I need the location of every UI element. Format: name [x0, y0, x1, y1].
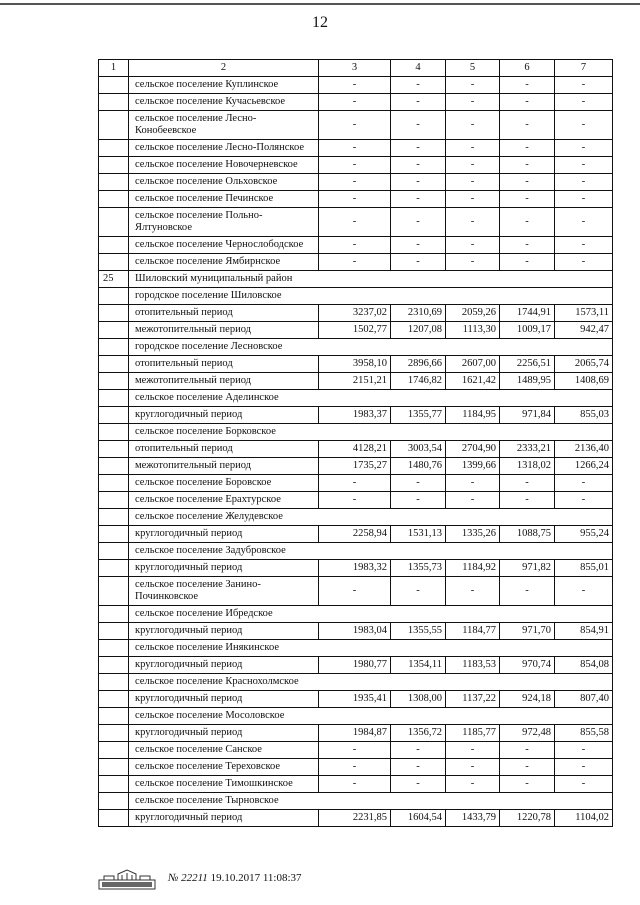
table-row	[99, 174, 613, 191]
district-name: Шиловский муниципальный район	[129, 271, 613, 288]
value-cell: -	[555, 94, 613, 111]
table-row	[99, 237, 613, 254]
value-cell: 1531,13	[391, 526, 446, 543]
settlement-row	[99, 793, 613, 810]
index-cell	[99, 339, 129, 356]
index-cell	[99, 742, 129, 759]
value-cell: 1744,91	[500, 305, 555, 322]
value-cell: -	[500, 94, 555, 111]
table-row	[99, 475, 613, 492]
value-cell: -	[446, 475, 500, 492]
value-cell: -	[500, 208, 555, 237]
index-cell	[99, 390, 129, 407]
index-cell	[99, 77, 129, 94]
index-cell	[99, 94, 129, 111]
value-cell: -	[555, 776, 613, 793]
value-cell: 1355,77	[391, 407, 446, 424]
settlement-row	[99, 288, 613, 305]
value-cell: -	[391, 237, 446, 254]
value-cell: 1984,87	[319, 725, 391, 742]
index-cell	[99, 674, 129, 691]
row-label: сельское поселение Тереховское	[129, 759, 319, 776]
index-cell	[99, 424, 129, 441]
index-cell	[99, 140, 129, 157]
tariff-table	[98, 59, 613, 827]
row-label: межотопительный период	[129, 373, 319, 390]
value-cell: -	[391, 191, 446, 208]
row-label: сельское поселение Тимошкинское	[129, 776, 319, 793]
value-cell: 2065,74	[555, 356, 613, 373]
value-cell: -	[446, 111, 500, 140]
table-row	[99, 742, 613, 759]
value-cell: -	[446, 237, 500, 254]
index-cell	[99, 254, 129, 271]
index-cell	[99, 458, 129, 475]
settlement-row	[99, 606, 613, 623]
index-cell	[99, 759, 129, 776]
value-cell: 1220,78	[500, 810, 555, 827]
table-row	[99, 305, 613, 322]
value-cell: -	[391, 174, 446, 191]
value-cell: -	[500, 140, 555, 157]
header-cell: 3	[319, 60, 391, 77]
value-cell: 1356,72	[391, 725, 446, 742]
row-label: круглогодичный период	[129, 657, 319, 674]
value-cell: 1935,41	[319, 691, 391, 708]
table-row	[99, 77, 613, 94]
value-cell: -	[319, 577, 391, 606]
table-row	[99, 140, 613, 157]
table-row	[99, 623, 613, 640]
header-cell: 7	[555, 60, 613, 77]
value-cell: 924,18	[500, 691, 555, 708]
value-cell: -	[500, 157, 555, 174]
registration-datetime: 19.10.2017 11:08:37	[210, 872, 302, 884]
table-row	[99, 441, 613, 458]
value-cell: -	[446, 742, 500, 759]
table-row	[99, 373, 613, 390]
value-cell: -	[500, 191, 555, 208]
value-cell: -	[446, 776, 500, 793]
table-row	[99, 458, 613, 475]
value-cell: -	[446, 254, 500, 271]
settlement-name: сельское поселение Краснохолмское	[129, 674, 613, 691]
value-cell: 971,70	[500, 623, 555, 640]
value-cell: -	[391, 475, 446, 492]
value-cell: 971,84	[500, 407, 555, 424]
table-row	[99, 254, 613, 271]
index-cell	[99, 373, 129, 390]
value-cell: 2310,69	[391, 305, 446, 322]
value-cell: 1408,69	[555, 373, 613, 390]
index-cell	[99, 441, 129, 458]
value-cell: -	[555, 77, 613, 94]
settlement-name: сельское поселение Задубровское	[129, 543, 613, 560]
value-cell: -	[555, 237, 613, 254]
value-cell: 1502,77	[319, 322, 391, 339]
value-cell: 1980,77	[319, 657, 391, 674]
value-cell: -	[500, 759, 555, 776]
value-cell: -	[319, 157, 391, 174]
value-cell: -	[391, 77, 446, 94]
value-cell: 1183,53	[446, 657, 500, 674]
document-number: № 22211	[168, 872, 208, 884]
value-cell: 2151,21	[319, 373, 391, 390]
value-cell: 1480,76	[391, 458, 446, 475]
table-row	[99, 208, 613, 237]
row-label: круглогодичный период	[129, 560, 319, 577]
settlement-row	[99, 390, 613, 407]
value-cell: -	[500, 174, 555, 191]
table-row	[99, 111, 613, 140]
row-label: сельское поселение Лесно-Конобеевское	[129, 111, 319, 140]
index-cell	[99, 606, 129, 623]
index-cell	[99, 810, 129, 827]
value-cell: 1433,79	[446, 810, 500, 827]
value-cell: 970,74	[500, 657, 555, 674]
value-cell: -	[391, 492, 446, 509]
value-cell: -	[500, 742, 555, 759]
value-cell: -	[500, 111, 555, 140]
value-cell: -	[555, 140, 613, 157]
value-cell: -	[319, 174, 391, 191]
table-row	[99, 492, 613, 509]
row-label: круглогодичный период	[129, 810, 319, 827]
index-cell	[99, 237, 129, 254]
value-cell: -	[319, 759, 391, 776]
value-cell: -	[555, 759, 613, 776]
index-cell	[99, 407, 129, 424]
index-cell	[99, 208, 129, 237]
value-cell: 1735,27	[319, 458, 391, 475]
index-cell	[99, 640, 129, 657]
value-cell: 2256,51	[500, 356, 555, 373]
value-cell: 807,40	[555, 691, 613, 708]
value-cell: -	[446, 174, 500, 191]
value-cell: 1308,00	[391, 691, 446, 708]
value-cell: -	[555, 157, 613, 174]
settlement-name: сельское поселение Тырновское	[129, 793, 613, 810]
row-label: сельское поселение Ольховское	[129, 174, 319, 191]
index-cell	[99, 492, 129, 509]
value-cell: -	[555, 475, 613, 492]
value-cell: -	[319, 77, 391, 94]
value-cell: -	[555, 577, 613, 606]
value-cell: 1207,08	[391, 322, 446, 339]
header-cell: 4	[391, 60, 446, 77]
row-label: межотопительный период	[129, 322, 319, 339]
value-cell: -	[391, 94, 446, 111]
row-label: сельское поселение Печинское	[129, 191, 319, 208]
value-cell: -	[500, 254, 555, 271]
value-cell: -	[446, 492, 500, 509]
row-label: круглогодичный период	[129, 623, 319, 640]
row-label: сельское поселение Боровское	[129, 475, 319, 492]
table-row	[99, 759, 613, 776]
row-label: сельское поселение Польно-Ялтуновское	[129, 208, 319, 237]
value-cell: -	[555, 254, 613, 271]
index-cell	[99, 322, 129, 339]
value-cell: -	[319, 475, 391, 492]
table-row	[99, 657, 613, 674]
table-row	[99, 577, 613, 606]
settlement-row	[99, 543, 613, 560]
index-cell	[99, 509, 129, 526]
value-cell: -	[391, 208, 446, 237]
table-row	[99, 407, 613, 424]
value-cell: -	[446, 77, 500, 94]
value-cell: -	[319, 254, 391, 271]
row-label: сельское поселение Ерахтурское	[129, 492, 319, 509]
value-cell: 1185,77	[446, 725, 500, 742]
value-cell: 1354,11	[391, 657, 446, 674]
value-cell: -	[446, 577, 500, 606]
value-cell: -	[391, 742, 446, 759]
value-cell: 1746,82	[391, 373, 446, 390]
value-cell: 1621,42	[446, 373, 500, 390]
index-cell	[99, 577, 129, 606]
value-cell: 1983,32	[319, 560, 391, 577]
value-cell: -	[391, 759, 446, 776]
table-row	[99, 526, 613, 543]
value-cell: 855,03	[555, 407, 613, 424]
row-label: сельское поселение Чернослободское	[129, 237, 319, 254]
row-label: отопительный период	[129, 441, 319, 458]
table-row	[99, 94, 613, 111]
settlement-name: сельское поселение Желудевское	[129, 509, 613, 526]
value-cell: 2704,90	[446, 441, 500, 458]
footer	[98, 868, 578, 892]
row-label: круглогодичный период	[129, 526, 319, 543]
header-row	[99, 60, 613, 77]
header-cell: 6	[500, 60, 555, 77]
value-cell: -	[319, 191, 391, 208]
value-cell: 1335,26	[446, 526, 500, 543]
value-cell: 1604,54	[391, 810, 446, 827]
index-cell	[99, 657, 129, 674]
value-cell: -	[319, 111, 391, 140]
row-label: сельское поселение Санское	[129, 742, 319, 759]
table-row	[99, 322, 613, 339]
settlement-name: сельское поселение Аделинское	[129, 390, 613, 407]
value-cell: 854,08	[555, 657, 613, 674]
index-cell	[99, 475, 129, 492]
value-cell: 1355,55	[391, 623, 446, 640]
value-cell: -	[555, 174, 613, 191]
value-cell: -	[555, 492, 613, 509]
table-row	[99, 560, 613, 577]
table-row	[99, 810, 613, 827]
value-cell: 1983,37	[319, 407, 391, 424]
value-cell: -	[500, 475, 555, 492]
row-label: сельское поселение Куплинское	[129, 77, 319, 94]
value-cell: 1009,17	[500, 322, 555, 339]
value-cell: -	[446, 759, 500, 776]
value-cell: 3237,02	[319, 305, 391, 322]
value-cell: 1104,02	[555, 810, 613, 827]
value-cell: 1983,04	[319, 623, 391, 640]
value-cell: 1184,92	[446, 560, 500, 577]
settlement-row	[99, 674, 613, 691]
index-cell	[99, 708, 129, 725]
row-label: круглогодичный период	[129, 691, 319, 708]
value-cell: 942,47	[555, 322, 613, 339]
index-cell	[99, 691, 129, 708]
settlement-row	[99, 424, 613, 441]
registry-stamp-icon	[98, 868, 156, 890]
row-label: отопительный период	[129, 305, 319, 322]
settlement-name: сельское поселение Инякинское	[129, 640, 613, 657]
row-label: сельское поселение Ямбирнское	[129, 254, 319, 271]
value-cell: 1113,30	[446, 322, 500, 339]
value-cell: 2896,66	[391, 356, 446, 373]
row-label: сельское поселение Лесно-Полянское	[129, 140, 319, 157]
value-cell: 972,48	[500, 725, 555, 742]
value-cell: -	[391, 111, 446, 140]
value-cell: 1088,75	[500, 526, 555, 543]
row-label: круглогодичный период	[129, 407, 319, 424]
index-cell	[99, 356, 129, 373]
value-cell: 855,01	[555, 560, 613, 577]
value-cell: 2136,40	[555, 441, 613, 458]
value-cell: 2231,85	[319, 810, 391, 827]
value-cell: -	[391, 140, 446, 157]
value-cell: -	[555, 208, 613, 237]
index-cell	[99, 526, 129, 543]
value-cell: -	[319, 237, 391, 254]
page-number: 12	[312, 14, 328, 31]
value-cell: -	[555, 742, 613, 759]
value-cell: -	[446, 208, 500, 237]
value-cell: -	[446, 94, 500, 111]
settlement-name: городское поселение Лесновское	[129, 339, 613, 356]
value-cell: 854,91	[555, 623, 613, 640]
value-cell: 2258,94	[319, 526, 391, 543]
table-row	[99, 356, 613, 373]
value-cell: -	[319, 742, 391, 759]
value-cell: 1355,73	[391, 560, 446, 577]
header-cell: 1	[99, 60, 129, 77]
row-label: сельское поселение Новочерневское	[129, 157, 319, 174]
value-cell: -	[391, 776, 446, 793]
index-cell	[99, 560, 129, 577]
row-label: сельское поселение Кучасьевское	[129, 94, 319, 111]
value-cell: -	[391, 254, 446, 271]
value-cell: -	[446, 140, 500, 157]
value-cell: -	[391, 157, 446, 174]
value-cell: 2607,00	[446, 356, 500, 373]
index-cell	[99, 157, 129, 174]
index-cell	[99, 725, 129, 742]
value-cell: 1184,95	[446, 407, 500, 424]
value-cell: 4128,21	[319, 441, 391, 458]
scan-top-edge	[0, 3, 640, 5]
table-row	[99, 157, 613, 174]
value-cell: 855,58	[555, 725, 613, 742]
district-row	[99, 271, 613, 288]
value-cell: -	[446, 157, 500, 174]
row-label: сельское поселение Занино-Починковское	[129, 577, 319, 606]
table-row	[99, 776, 613, 793]
value-cell: 3003,54	[391, 441, 446, 458]
value-cell: -	[446, 191, 500, 208]
value-cell: 1137,22	[446, 691, 500, 708]
value-cell: -	[391, 577, 446, 606]
value-cell: 2059,26	[446, 305, 500, 322]
index-cell	[99, 191, 129, 208]
index-cell	[99, 793, 129, 810]
settlement-row	[99, 640, 613, 657]
value-cell: -	[319, 94, 391, 111]
value-cell: 1489,95	[500, 373, 555, 390]
header-cell: 2	[129, 60, 319, 77]
row-label: межотопительный период	[129, 458, 319, 475]
value-cell: -	[500, 577, 555, 606]
value-cell: 2333,21	[500, 441, 555, 458]
value-cell: -	[319, 208, 391, 237]
value-cell: -	[319, 776, 391, 793]
settlement-row	[99, 339, 613, 356]
row-label: круглогодичный период	[129, 725, 319, 742]
index-cell	[99, 623, 129, 640]
index-cell	[99, 305, 129, 322]
index-cell	[99, 288, 129, 305]
value-cell: 955,24	[555, 526, 613, 543]
index-cell	[99, 776, 129, 793]
table-row	[99, 191, 613, 208]
value-cell: 3958,10	[319, 356, 391, 373]
value-cell: 1266,24	[555, 458, 613, 475]
settlement-name: сельское поселение Мосоловское	[129, 708, 613, 725]
settlement-name: городское поселение Шиловское	[129, 288, 613, 305]
table-row	[99, 725, 613, 742]
value-cell: -	[500, 77, 555, 94]
value-cell: -	[500, 237, 555, 254]
value-cell: 1399,66	[446, 458, 500, 475]
value-cell: 1184,77	[446, 623, 500, 640]
settlement-name: сельское поселение Ибредское	[129, 606, 613, 623]
value-cell: 971,82	[500, 560, 555, 577]
index-cell	[99, 111, 129, 140]
registration-stamp-text	[168, 872, 302, 884]
value-cell: 1573,11	[555, 305, 613, 322]
header-cell: 5	[446, 60, 500, 77]
index-cell	[99, 543, 129, 560]
table-row	[99, 691, 613, 708]
district-number: 25	[99, 271, 129, 288]
value-cell: -	[500, 492, 555, 509]
value-cell: 1318,02	[500, 458, 555, 475]
row-label: отопительный период	[129, 356, 319, 373]
index-cell	[99, 174, 129, 191]
settlement-row	[99, 509, 613, 526]
value-cell: -	[500, 776, 555, 793]
value-cell: -	[319, 140, 391, 157]
value-cell: -	[555, 111, 613, 140]
settlement-row	[99, 708, 613, 725]
value-cell: -	[319, 492, 391, 509]
settlement-name: сельское поселение Борковское	[129, 424, 613, 441]
value-cell: -	[555, 191, 613, 208]
